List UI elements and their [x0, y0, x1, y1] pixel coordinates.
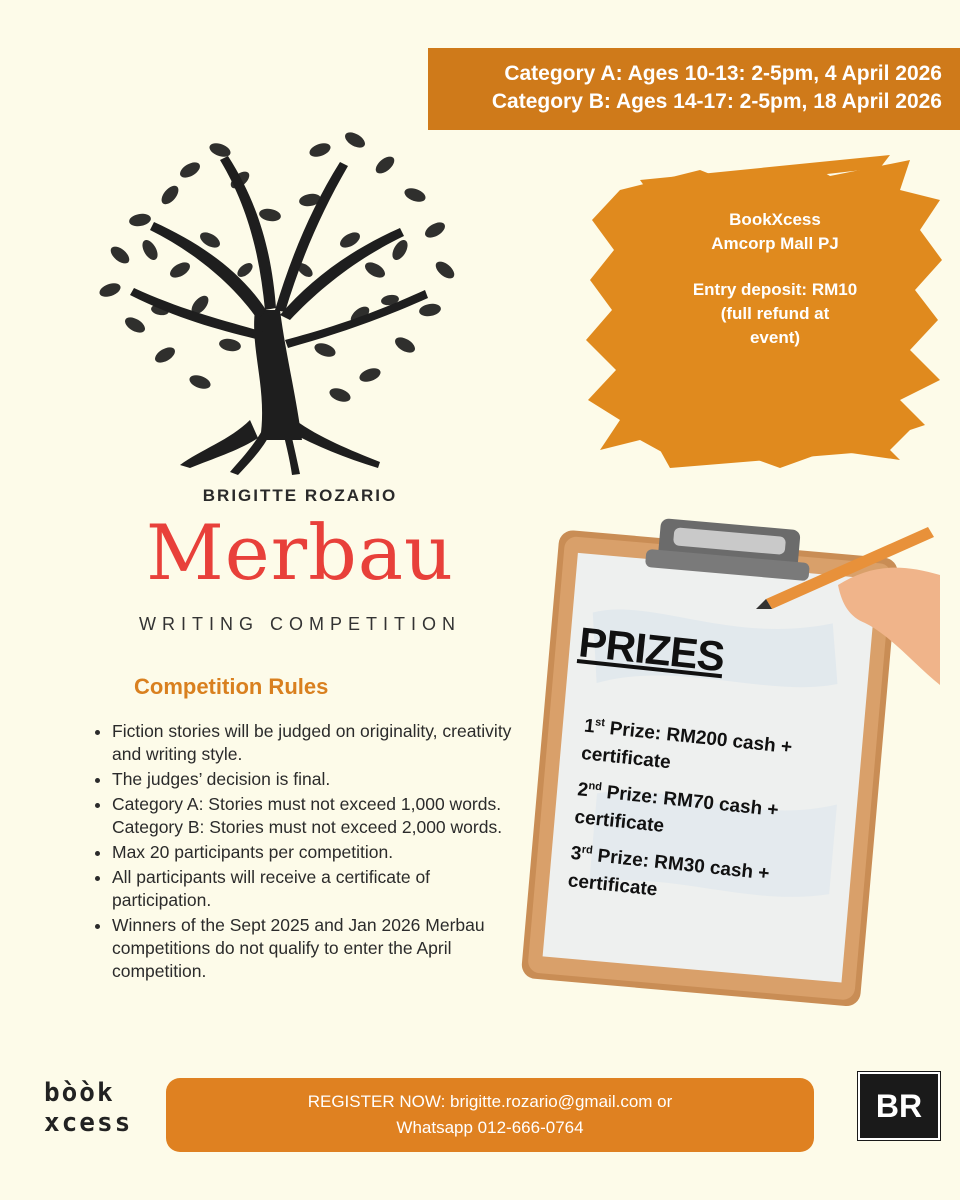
second-prize: 2nd Prize: RM70 cash + certificate	[573, 779, 780, 838]
rules-list	[90, 720, 532, 985]
prizes-panel	[526, 612, 879, 974]
rule-item: • Fiction stories will be judged on originality, creativity and writing style.	[112, 720, 532, 766]
entry-deposit: Entry deposit: RM10 (full refund at event)	[692, 280, 858, 347]
rule-item: • Category A: Stories must not exceed 1,000 words. Category B: Stories must not exceed 2,000 words.	[112, 793, 532, 839]
category-a-text: Category A: Ages 10-13: 2-5pm, 4 April 2026	[504, 62, 942, 85]
author-name: BRIGITTE ROZARIO	[202, 486, 398, 505]
register-email: REGISTER NOW: brigitte.rozario@gmail.com or	[307, 1092, 673, 1111]
third-prize: 3rd Prize: RM30 cash + certificate	[566, 842, 771, 901]
competition-subtitle: WRITING COMPETITION	[139, 614, 461, 634]
br-logo: BR	[858, 1072, 940, 1140]
prizes-title: PRIZES	[576, 618, 727, 681]
register-whatsapp: Whatsapp 012-666-0764	[396, 1118, 584, 1137]
category-b-text: Category B: Ages 14-17: 2-5pm, 18 April 2026	[491, 90, 942, 113]
rule-item: • Winners of the Sept 2025 and Jan 2026 Merbau competitions do not qualify to enter the April competition.	[112, 914, 532, 983]
heart-tree-illustration	[80, 120, 480, 480]
register-button[interactable]	[166, 1078, 814, 1152]
rules-heading: Competition Rules	[134, 674, 329, 699]
category-banner	[428, 48, 960, 130]
rule-item: • All participants will receive a certificate of participation.	[112, 866, 532, 912]
rule-item: • The judges’ decision is final.	[112, 768, 532, 791]
competition-title: Merbau	[145, 508, 455, 597]
venue-location: BookXcess Amcorp Mall PJ	[711, 210, 839, 253]
bookxcess-logo: bòòk xcess	[44, 1078, 133, 1138]
rule-item: • Max 20 participants per competition.	[112, 841, 532, 864]
venue-brush-panel	[580, 150, 950, 480]
first-prize: 1st Prize: RM200 cash + certificate	[580, 715, 794, 774]
